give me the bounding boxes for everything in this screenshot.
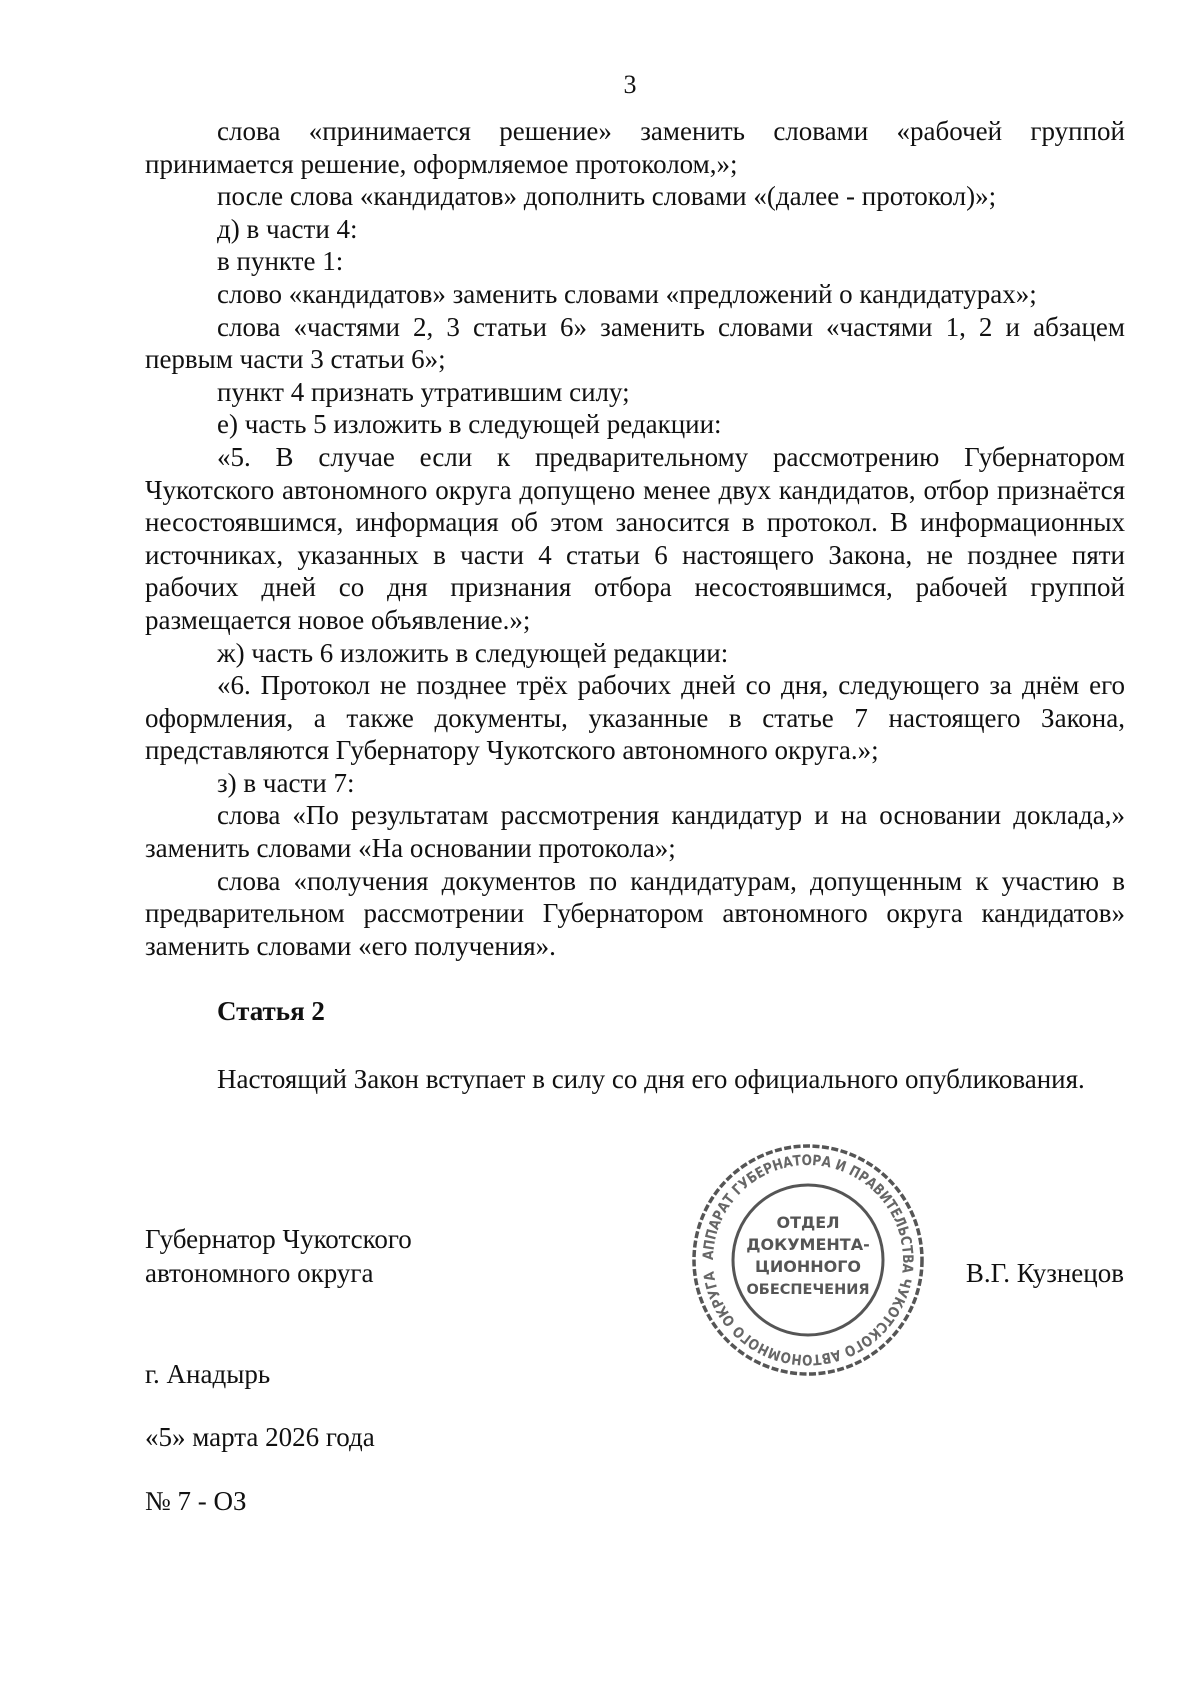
paragraph: слова «принимается решение» заменить словами «рабочей группой принимается решение, оформляемое протоколом,»; bbox=[145, 116, 1125, 179]
place-of-signing: г. Анадырь bbox=[145, 1359, 271, 1389]
paragraph: после слова «кандидатов» дополнить словами «(далее - протокол)»; bbox=[217, 181, 997, 212]
seal-center-line: ЦИОННОГО bbox=[754, 1257, 862, 1276]
seal-center-text bbox=[746, 1213, 869, 1298]
signatory-name: В.Г. Кузнецов bbox=[965, 1258, 1124, 1288]
paragraph: е) часть 5 изложить в следующей редакции: bbox=[217, 409, 722, 440]
paragraph: слова «получения документов по кандидатурам, допущенным к участию в предварительном рассмотрении Губернатором автономного округа кандидатов» заменить словами «его получения». bbox=[145, 865, 1125, 961]
signatory-title-line: автономного округа bbox=[145, 1258, 374, 1288]
paragraph: слово «кандидатов» заменить словами «предложений о кандидатурах»; bbox=[217, 278, 1037, 309]
document-body bbox=[145, 115, 1125, 962]
paragraph: ж) часть 6 изложить в следующей редакции: bbox=[217, 637, 729, 668]
date-of-signing: «5» марта 2026 года bbox=[145, 1422, 375, 1452]
paragraph: слова «По результатам рассмотрения кандидатур и на основании доклада,» заменить словами «На основании протокола»; bbox=[145, 800, 1125, 864]
paragraph: з) в части 7: bbox=[217, 767, 355, 798]
paragraph: «5. В случае если к предварительному рассмотрению Губернатором Чукотского автономного округа допущено менее двух кандидатов, отбор признаётся несостоявшимся, информация об этом заносится в протокол. В информационных источниках, указанных в части 4 статьи 6 настоящего Закона, не позднее пяти рабочих дней со дня признания отбора несостоявшимся, рабочей группой размещается новое объявление.»; bbox=[145, 441, 1125, 635]
paragraph: «6. Протокол не позднее трёх рабочих дней со дня, следующего за днём его оформления, а также документы, указанные в статье 7 настоящего Закона, представляются Губернатору Чукотского автономного округа.»; bbox=[145, 670, 1125, 766]
paragraph: пункт 4 признать утратившим силу; bbox=[217, 376, 630, 407]
paragraph: слова «частями 2, 3 статьи 6» заменить словами «частями 1, 2 и абзацем первым части 3 статьи 6»; bbox=[145, 311, 1125, 375]
seal-ring-text-path: АППАРАТ ГУБЕРНАТОРА И ПРАВИТЕЛЬСТВА ЧУКОТСКОГО АВТОНОМНОГО ОКРУГА bbox=[700, 1152, 916, 1368]
paragraph: д) в части 4: bbox=[217, 213, 358, 244]
page-number: 3 bbox=[623, 70, 637, 99]
law-number: № 7 - ОЗ bbox=[145, 1486, 247, 1516]
seal-center-line: ДОКУМЕНТА- bbox=[746, 1235, 870, 1254]
official-stamp-seal bbox=[688, 1140, 928, 1380]
paragraph: в пункте 1: bbox=[217, 246, 344, 277]
seal-center-line: ОБЕСПЕЧЕНИЯ bbox=[746, 1282, 870, 1298]
signatory-title bbox=[145, 1222, 412, 1290]
article-text: Настоящий Закон вступает в силу со дня его официального опубликования. bbox=[217, 1064, 1085, 1094]
article-heading: Статья 2 bbox=[217, 996, 325, 1026]
signatory-title-line: Губернатор Чукотского bbox=[145, 1224, 412, 1254]
seal-center-line: ОТДЕЛ bbox=[776, 1213, 840, 1232]
